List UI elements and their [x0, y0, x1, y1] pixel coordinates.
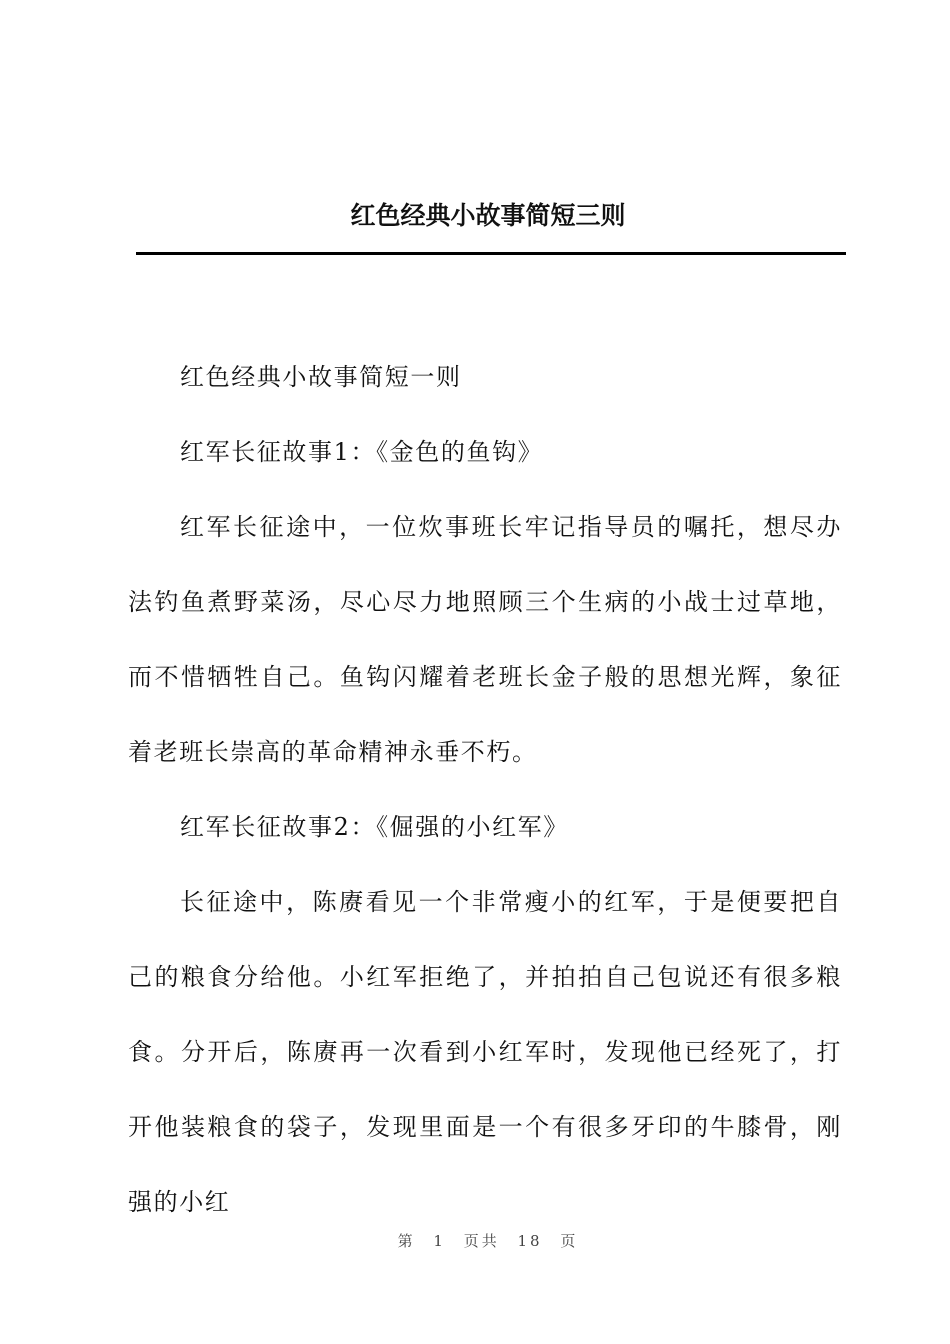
story-paragraph: 红军长征途中，一位炊事班长牢记指导员的嘱托，想尽办法钓鱼煮野菜汤，尽心尽力地照顾三个生病的小战士过草地，而不惜牺牲自己。鱼钩闪耀着老班长金子般的思想光辉，象征着老班长崇高的革命精神永垂不朽。: [128, 513, 842, 766]
document-body: [128, 340, 842, 1240]
story-title: 红军长征故事2：《倔强的小红军》: [180, 813, 569, 841]
story-title: 红军长征故事1：《金色的鱼钩》: [180, 438, 544, 466]
title-divider: [136, 252, 846, 255]
story-paragraph: 长征途中，陈赓看见一个非常瘦小的红军，于是便要把自己的粮食分给他。小红军拒绝了，并拍拍自己包说还有很多粮食。分开后，陈赓再一次看到小红军时，发现他已经死了，打开他装粮食的袋子，发现里面是一个有很多牙印的牛膝骨，刚强的小红: [128, 888, 842, 1216]
section-heading: 红色经典小故事简短一则: [180, 363, 462, 391]
document-title: 红色经典小故事简短三则: [350, 201, 626, 230]
page-number-footer: 第 1 页共 18 页: [397, 1232, 579, 1250]
